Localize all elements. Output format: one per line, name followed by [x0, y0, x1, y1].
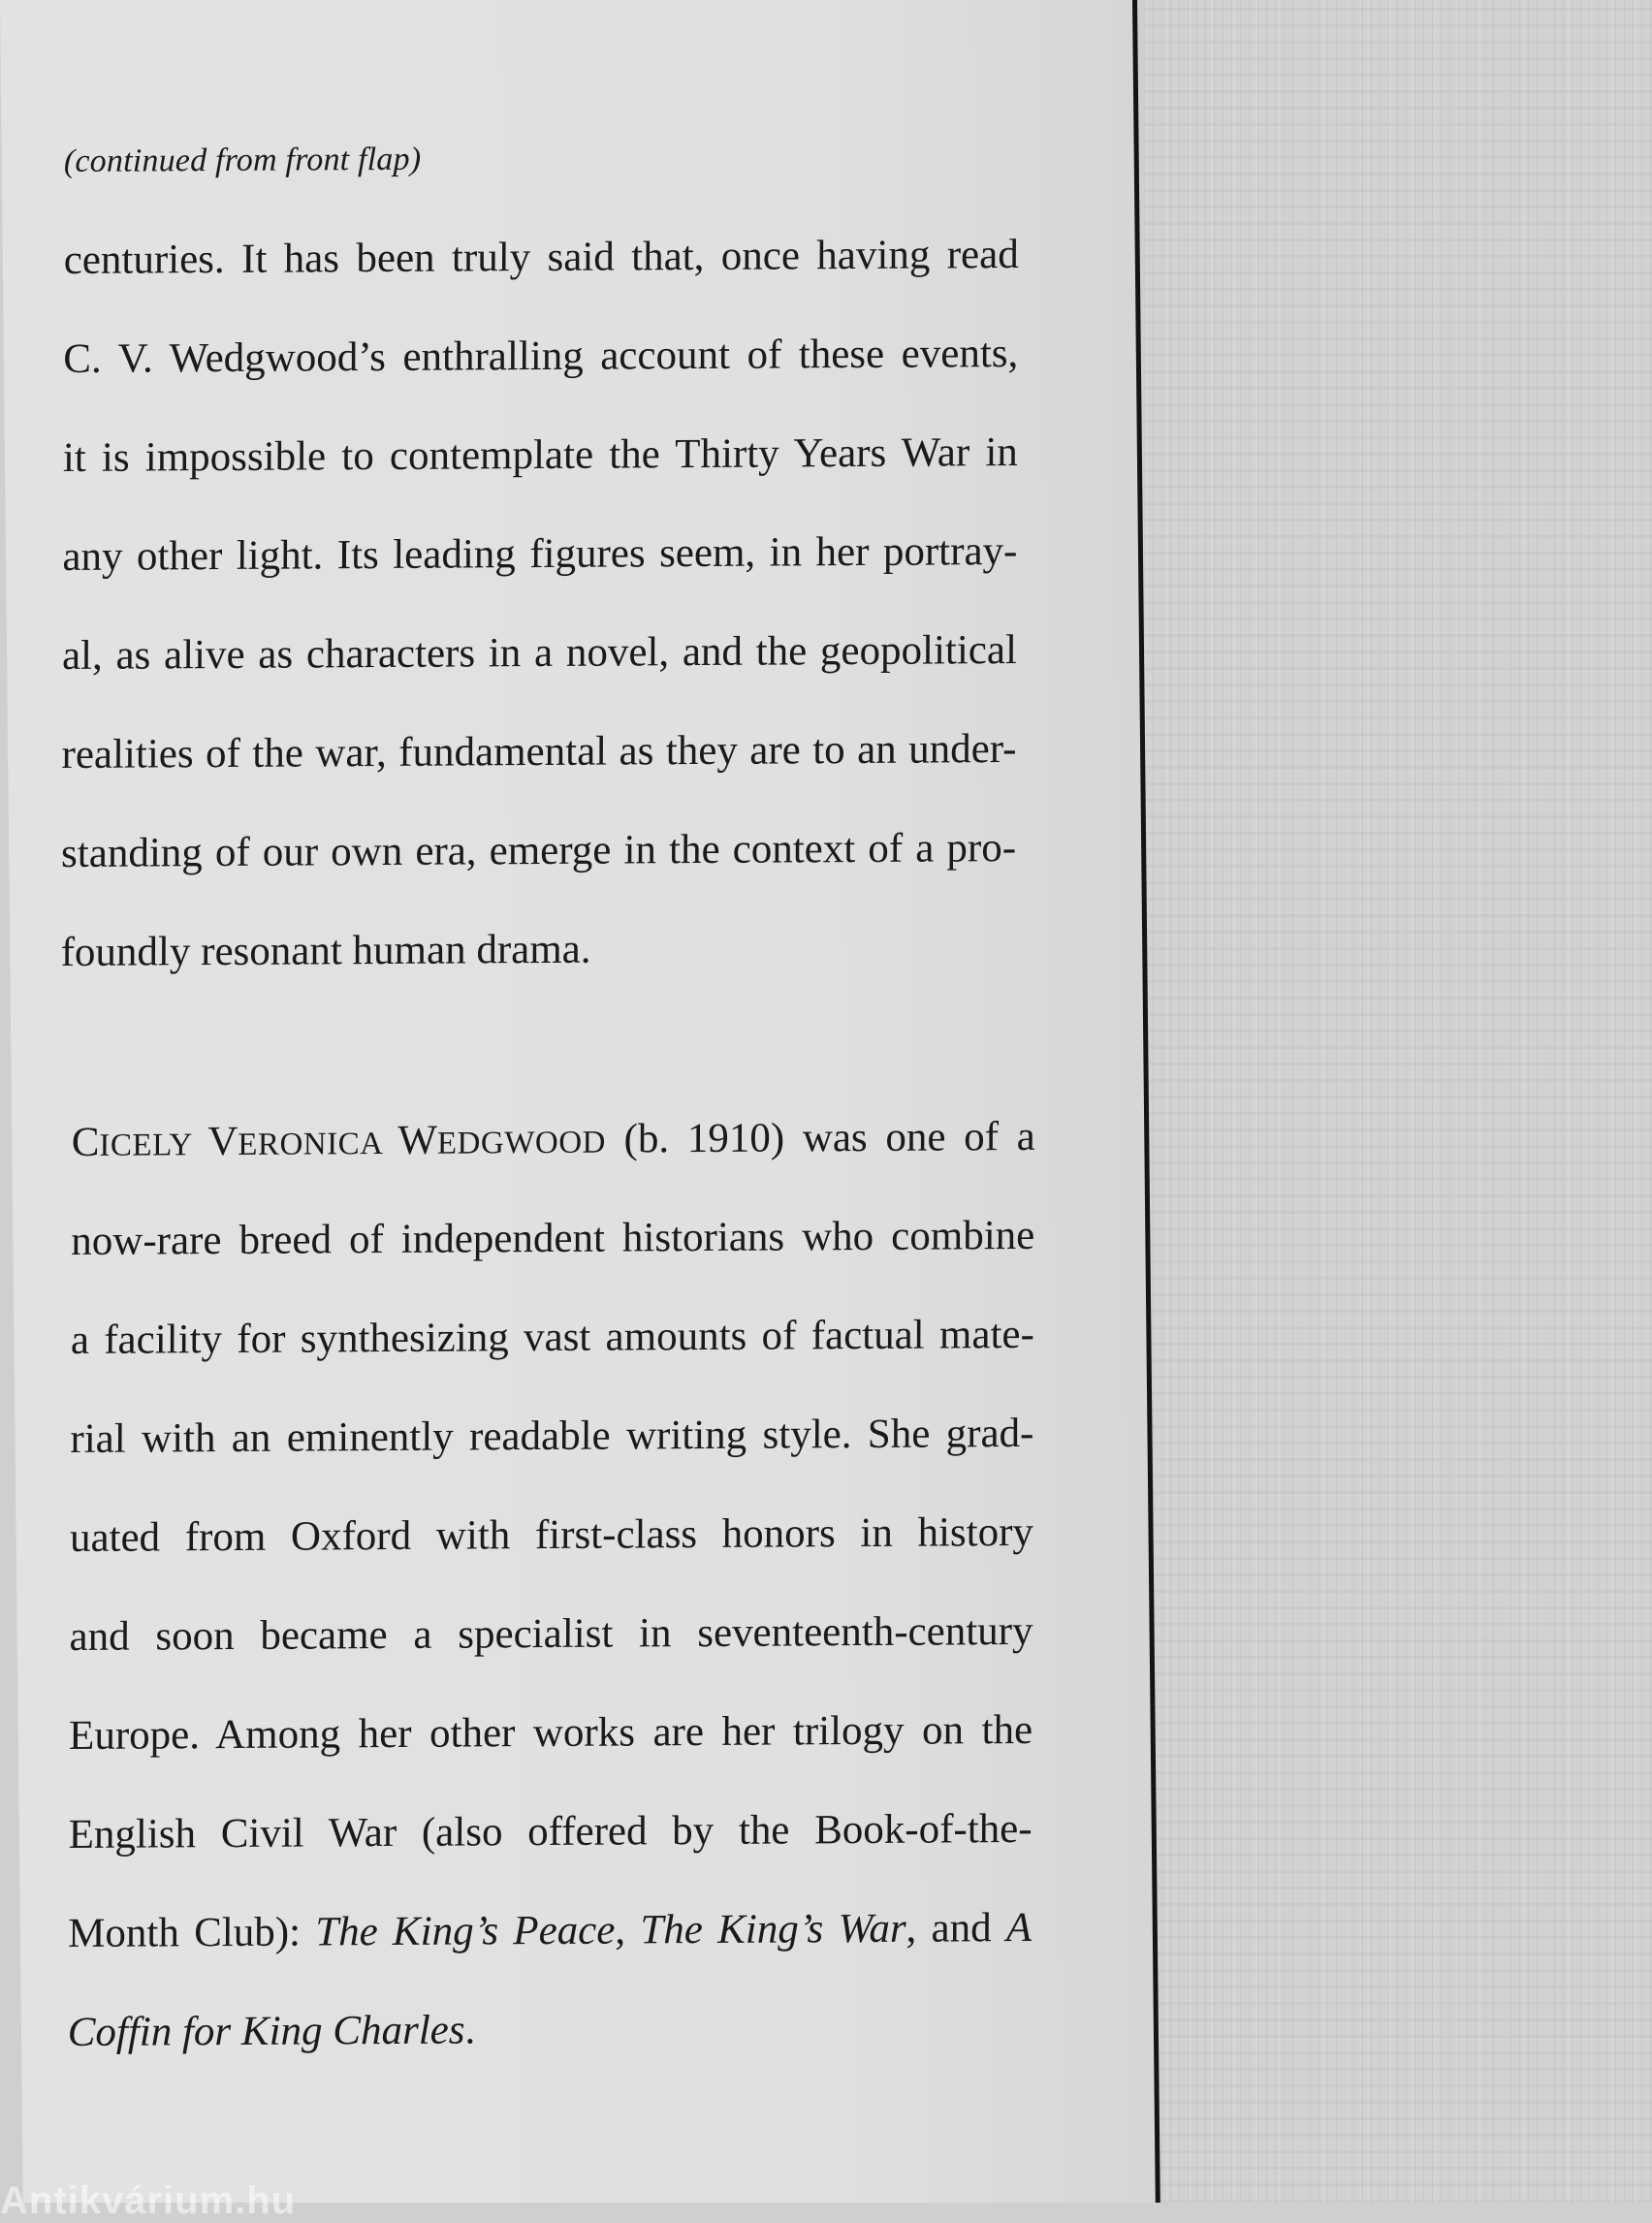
bio-line: a facility for synthesizing vast amounts of factual mate- — [70, 1311, 1034, 1364]
book-title: A — [1005, 1904, 1032, 1952]
description-line: realities of the war, fundamental as they are to an under- — [61, 726, 1017, 778]
book-title: The King’s War — [640, 1905, 906, 1953]
bio-line: Europe. Among her other works are her trilogy on the — [69, 1706, 1033, 1760]
bio-book-list-line: Month Club): The King’s Peace, The King’s War, and A — [68, 1904, 1032, 1957]
bio-line: uated from Oxford with first-class honors in history — [69, 1508, 1034, 1562]
bio-line: and soon became a specialist in seventeenth-century — [69, 1607, 1033, 1661]
bio-line: now-rare breed of independent historians who combine — [71, 1212, 1035, 1265]
bio-line: rial with an eminently readable writing style. She grad- — [70, 1410, 1034, 1463]
bio-line: English Civil War (also offered by the Book-of-the- — [68, 1805, 1032, 1858]
description-line: any other light. Its leading figures seem, in her portray- — [62, 527, 1018, 581]
textured-background — [1144, 0, 1652, 2203]
book-title: Coffin for King Charles — [67, 2007, 465, 2056]
description-line: foundly resonant human drama. — [60, 926, 591, 976]
description-line: al, as alive as characters in a novel, and the geopolitical — [61, 627, 1018, 680]
continued-note: (continued from front flap) — [63, 141, 422, 180]
description-line: centuries. It has been truly said that, once having read — [63, 231, 1019, 284]
author-name: CICELY VERONICA WEDGWOOD — [71, 1117, 606, 1166]
description-line: standing of our own era, emerge in the context of a pro- — [61, 825, 1017, 877]
bio-first-line: CICELY VERONICA WEDGWOOD (b. 1910) was one of a — [71, 1113, 1035, 1166]
author-bio — [68, 1088, 1035, 2082]
book-description — [60, 206, 1019, 1002]
watermark: Antikvárium.hu — [0, 2179, 297, 2222]
description-line: C. V. Wedgwood’s enthralling account of these events, — [63, 330, 1019, 383]
book-title: The King’s Peace — [315, 1907, 616, 1955]
bio-last-line: Coffin for King Charles. — [67, 2007, 476, 2056]
description-line: it is impossible to contemplate the Thirty Years War in — [62, 429, 1018, 482]
